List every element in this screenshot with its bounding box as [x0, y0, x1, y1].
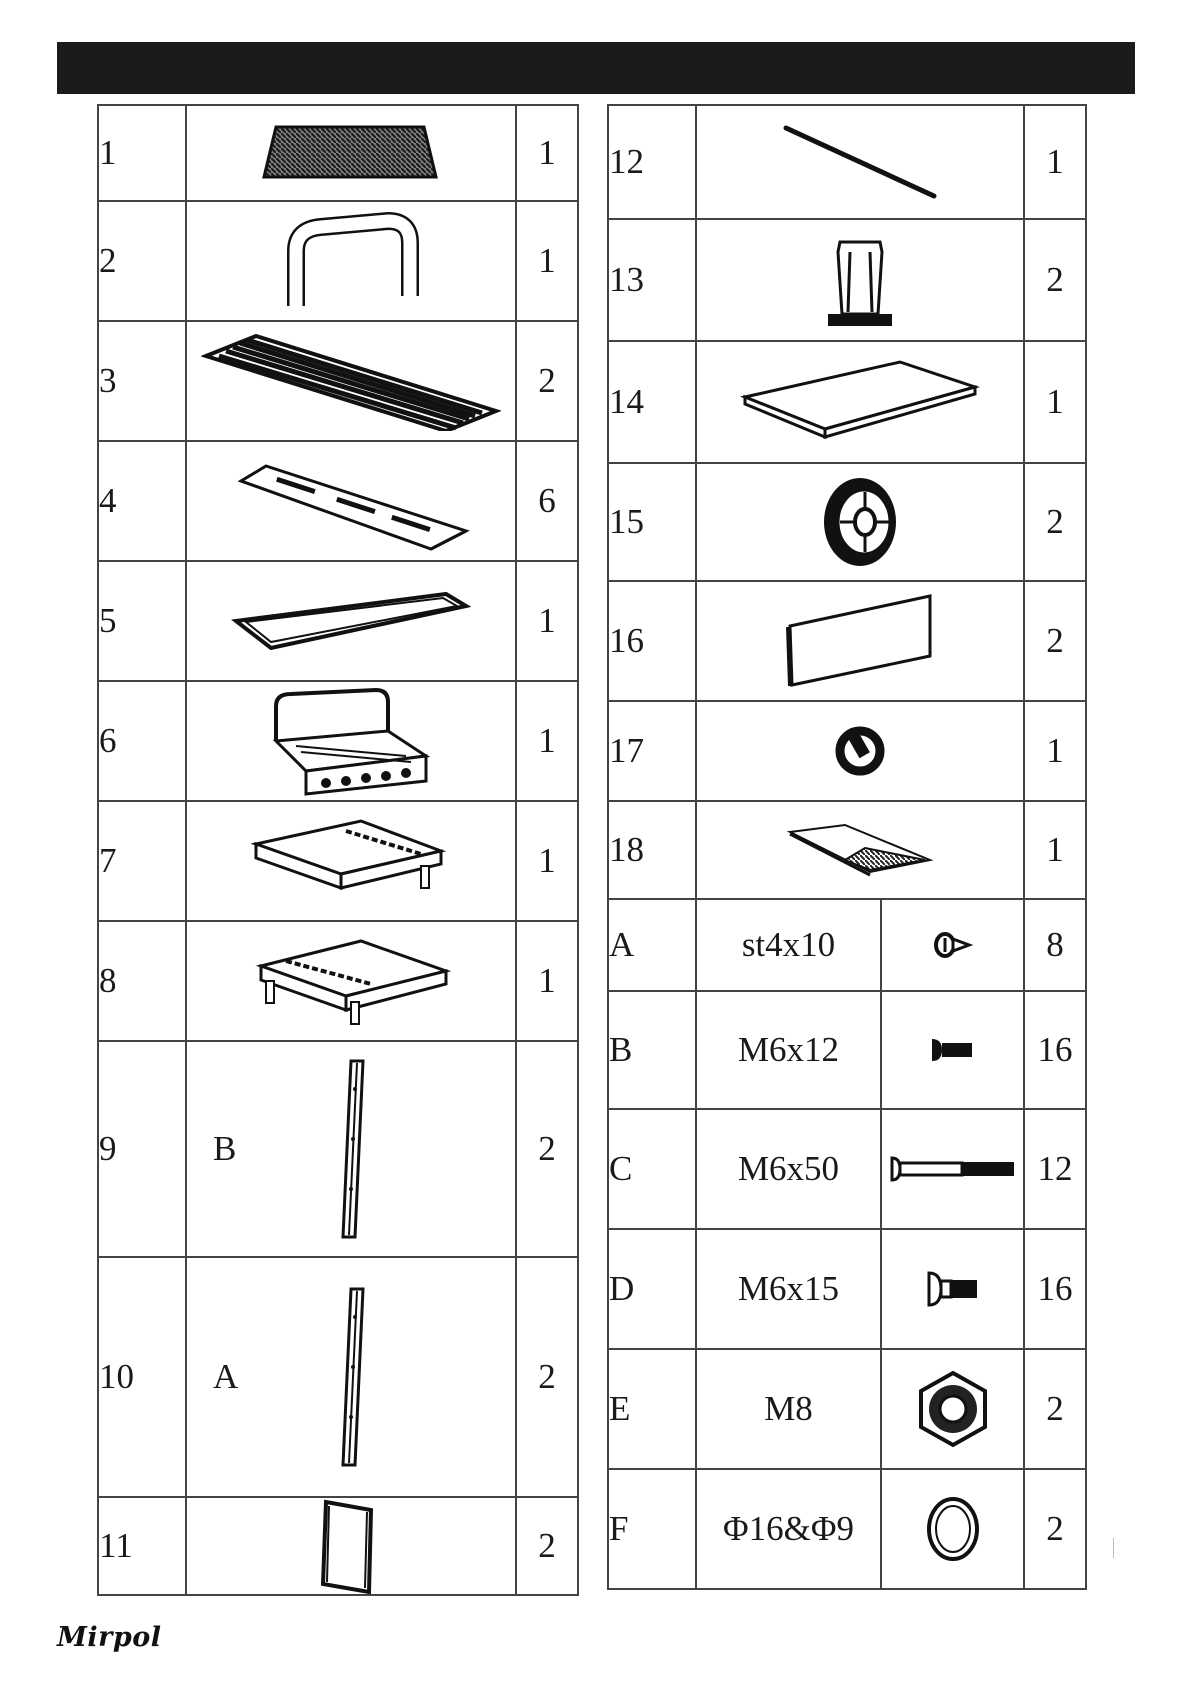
table-row — [98, 1257, 578, 1497]
brand-logo: Mirpol — [57, 1622, 162, 1653]
part-qty: 2 — [516, 1497, 578, 1595]
part-image-cell — [696, 701, 1024, 801]
table-row — [98, 681, 578, 801]
side-shelf-left-icon — [251, 936, 451, 1026]
hardware-qty: 12 — [1024, 1109, 1086, 1229]
hardware-qty: 2 — [1024, 1469, 1086, 1589]
table-row — [98, 201, 578, 321]
parts-table-right — [607, 104, 1087, 1590]
side-shelf-right-icon — [251, 816, 451, 906]
part-image-cell — [696, 219, 1024, 341]
bracket-icon — [820, 232, 900, 328]
part-image-cell — [696, 341, 1024, 463]
table-row — [608, 1469, 1086, 1589]
part-image-cell — [186, 801, 516, 921]
side-panel-icon — [780, 591, 940, 691]
table-row — [608, 801, 1086, 899]
table-row — [608, 463, 1086, 581]
part-qty: 1 — [516, 921, 578, 1041]
hardware-image-cell — [881, 991, 1024, 1109]
table-row — [608, 1109, 1086, 1229]
leg-b-icon — [331, 1059, 371, 1239]
part-image-cell — [186, 1257, 516, 1497]
hardware-spec: st4x10 — [696, 899, 881, 991]
cooking-grid-icon — [201, 331, 501, 431]
part-qty: 2 — [516, 321, 578, 441]
part-number: 3 — [98, 321, 186, 441]
part-number: 6 — [98, 681, 186, 801]
part-qty: 2 — [1024, 219, 1086, 341]
table-row — [608, 105, 1086, 219]
leg-variant-label: B — [213, 1129, 237, 1168]
short-bolt-icon — [928, 1035, 978, 1065]
leg-a-icon — [331, 1287, 371, 1467]
table-row — [608, 899, 1086, 991]
grill-head-icon — [266, 686, 436, 796]
table-row — [608, 1229, 1086, 1349]
part-qty: 1 — [1024, 105, 1086, 219]
table-row — [608, 991, 1086, 1109]
tube-handle-icon — [276, 211, 426, 311]
part-number: 18 — [608, 801, 696, 899]
part-qty: 2 — [1024, 463, 1086, 581]
side-frame-icon — [311, 1498, 391, 1594]
part-qty: 1 — [1024, 701, 1086, 801]
part-number: 17 — [608, 701, 696, 801]
frame-tray-icon — [231, 586, 471, 656]
part-number: 16 — [608, 581, 696, 701]
hardware-image-cell — [881, 1349, 1024, 1469]
part-number: 4 — [98, 441, 186, 561]
part-qty: 6 — [516, 441, 578, 561]
part-number: 15 — [608, 463, 696, 581]
hardware-letter: E — [608, 1349, 696, 1469]
part-qty: 1 — [516, 105, 578, 201]
part-number: 11 — [98, 1497, 186, 1595]
part-image-cell — [186, 1041, 516, 1257]
part-qty: 2 — [516, 1257, 578, 1497]
table-row — [98, 801, 578, 921]
screw-icon — [933, 930, 973, 960]
table-row — [608, 219, 1086, 341]
table-row — [98, 441, 578, 561]
nut-icon — [913, 1369, 993, 1449]
hardware-letter: F — [608, 1469, 696, 1589]
hardware-spec: M6x15 — [696, 1229, 881, 1349]
table-row — [608, 701, 1086, 801]
hardware-image-cell — [881, 899, 1024, 991]
table-row — [98, 1497, 578, 1595]
part-image-cell — [696, 463, 1024, 581]
part-qty: 1 — [516, 681, 578, 801]
parts-table-left — [97, 104, 579, 1596]
part-number: 14 — [608, 341, 696, 463]
bolt-icon — [923, 1269, 983, 1309]
hardware-letter: C — [608, 1109, 696, 1229]
long-bolt-icon — [888, 1154, 1018, 1184]
part-number: 1 — [98, 105, 186, 201]
table-row — [608, 1349, 1086, 1469]
part-image-cell — [696, 801, 1024, 899]
part-number: 5 — [98, 561, 186, 681]
part-image-cell — [696, 105, 1024, 219]
table-row — [98, 921, 578, 1041]
hardware-letter: A — [608, 899, 696, 991]
part-image-cell — [186, 105, 516, 201]
hardware-image-cell — [881, 1229, 1024, 1349]
hardware-qty: 16 — [1024, 1229, 1086, 1349]
page-edge-mark — [1113, 1538, 1114, 1558]
part-number: 12 — [608, 105, 696, 219]
part-number: 7 — [98, 801, 186, 921]
leg-variant-label: A — [213, 1357, 239, 1396]
part-number: 10 — [98, 1257, 186, 1497]
part-image-cell — [186, 681, 516, 801]
hardware-spec: M8 — [696, 1349, 881, 1469]
part-number: 9 — [98, 1041, 186, 1257]
hardware-qty: 16 — [1024, 991, 1086, 1109]
part-image-cell — [186, 921, 516, 1041]
grease-tray-icon — [785, 820, 935, 880]
hardware-letter: D — [608, 1229, 696, 1349]
hardware-qty: 2 — [1024, 1349, 1086, 1469]
hardware-qty: 8 — [1024, 899, 1086, 991]
hardware-spec: Φ16&Φ9 — [696, 1469, 881, 1589]
rod-icon — [780, 122, 940, 202]
bottom-shelf-icon — [740, 357, 980, 447]
hardware-image-cell — [881, 1109, 1024, 1229]
knob-icon — [830, 721, 890, 781]
table-row — [98, 321, 578, 441]
part-qty: 2 — [1024, 581, 1086, 701]
part-qty: 1 — [1024, 341, 1086, 463]
table-row — [98, 1041, 578, 1257]
flame-tamer-icon — [231, 451, 471, 551]
part-image-cell — [696, 581, 1024, 701]
table-row — [98, 561, 578, 681]
hardware-image-cell — [881, 1469, 1024, 1589]
part-number: 2 — [98, 201, 186, 321]
part-qty: 1 — [1024, 801, 1086, 899]
part-image-cell — [186, 561, 516, 681]
part-qty: 2 — [516, 1041, 578, 1257]
table-row — [608, 341, 1086, 463]
table-row — [98, 105, 578, 201]
part-image-cell — [186, 321, 516, 441]
hardware-letter: B — [608, 991, 696, 1109]
part-number: 8 — [98, 921, 186, 1041]
wheel-icon — [810, 474, 910, 570]
header-bar — [57, 42, 1135, 94]
part-image-cell — [186, 441, 516, 561]
part-qty: 1 — [516, 801, 578, 921]
grill-grate-icon — [256, 123, 446, 183]
part-qty: 1 — [516, 561, 578, 681]
part-qty: 1 — [516, 201, 578, 321]
part-image-cell — [186, 1497, 516, 1595]
hardware-spec: M6x12 — [696, 991, 881, 1109]
hardware-spec: M6x50 — [696, 1109, 881, 1229]
table-row — [608, 581, 1086, 701]
part-number: 13 — [608, 219, 696, 341]
washer-icon — [923, 1494, 983, 1564]
part-image-cell — [186, 201, 516, 321]
